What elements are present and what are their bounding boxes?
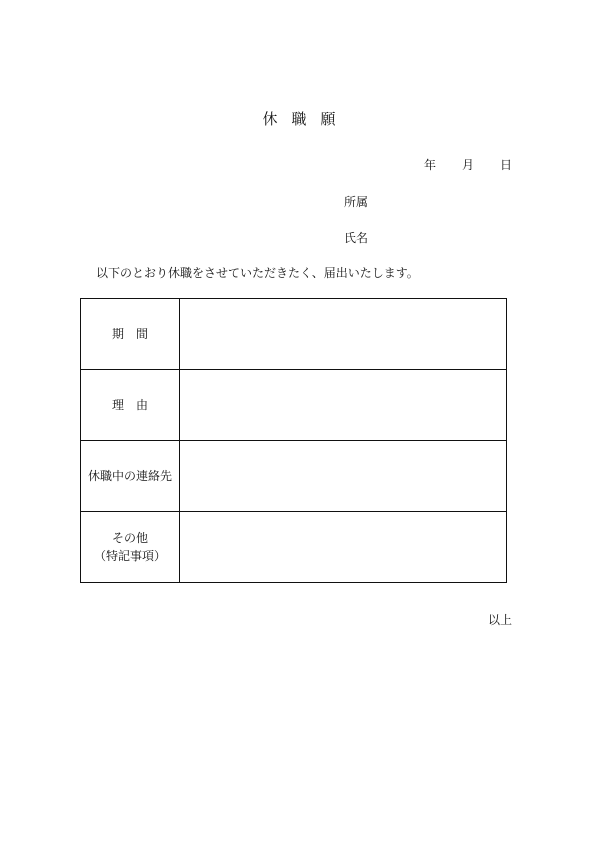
row-label-contact: 休職中の連絡先 bbox=[81, 441, 180, 512]
reason-field[interactable] bbox=[180, 370, 507, 441]
table-row bbox=[81, 512, 507, 583]
row-label-period: 期 間 bbox=[81, 299, 180, 370]
table-row bbox=[81, 441, 507, 512]
period-field[interactable] bbox=[180, 299, 507, 370]
table-row bbox=[81, 370, 507, 441]
intro-text: 以下のとおり休職をさせていただきたく、届出いたします。 bbox=[96, 266, 419, 280]
leave-form-table bbox=[80, 298, 507, 583]
document-title: 休職願 bbox=[262, 110, 350, 128]
other-notes-field[interactable] bbox=[180, 512, 507, 583]
row-label-other: その他 （特記事項） bbox=[81, 512, 180, 583]
affiliation-label: 所属 bbox=[344, 195, 369, 209]
row-label-reason: 理 由 bbox=[81, 370, 180, 441]
day-label: 日 bbox=[499, 158, 512, 172]
year-label: 年 bbox=[423, 158, 436, 172]
name-label: 氏名 bbox=[344, 231, 369, 245]
table-row bbox=[81, 299, 507, 370]
contact-field[interactable] bbox=[180, 441, 507, 512]
date-line bbox=[424, 156, 512, 173]
closing-text: 以上 bbox=[487, 613, 512, 627]
month-label: 月 bbox=[461, 158, 474, 172]
